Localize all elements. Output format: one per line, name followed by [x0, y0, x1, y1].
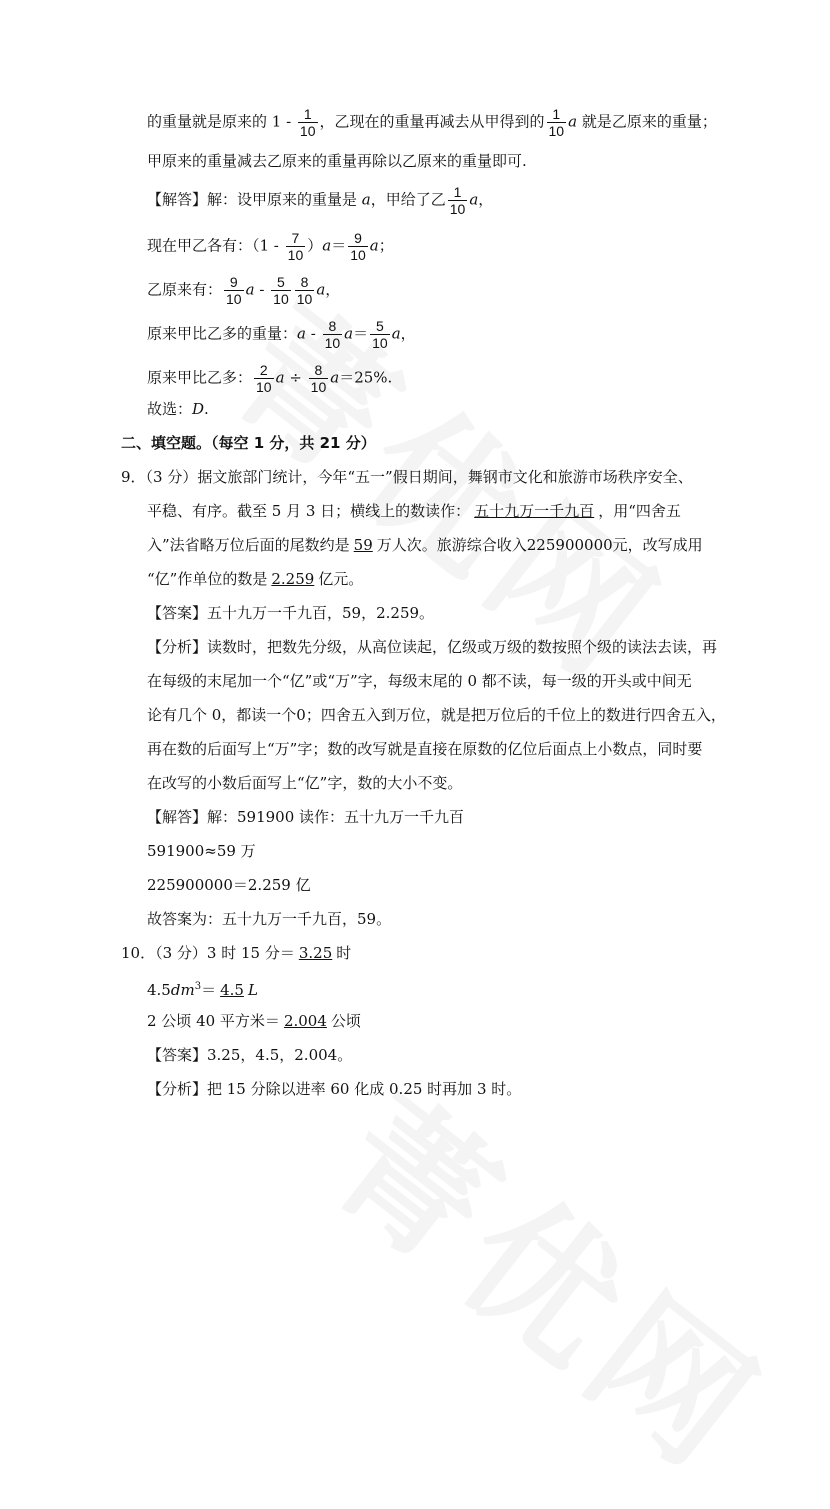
solution-line-3: 乙原来有： $\frac{9}{10}$ a - $\frac{5}{10}$ $\frac{8}{10}$ a，	[147, 274, 341, 307]
q9-answer: 【答案】五十九万一千九百，59，2.259。	[147, 604, 435, 622]
section-heading: 二、填空题。（每空 1 分，共 21 分）	[121, 434, 376, 452]
q10-line-1: 10．（3 分）3 时 15 分＝ 3.25 时	[121, 944, 352, 962]
answer-blank: 4.5	[220, 981, 244, 999]
answer-blank: 3.25	[298, 944, 333, 962]
q9-solution-3: 225900000＝2.259 亿	[147, 876, 311, 894]
fraction: $\frac{7}{10}$	[287, 230, 304, 263]
answer-blank: 2.004	[283, 1012, 327, 1030]
intro-line-2: 甲原来的重量减去乙原来的重量再除以乙原来的重量即可.	[147, 152, 527, 170]
q9-solution-1: 【解答】解：591900 读作：五十九万一千九百	[147, 808, 465, 826]
solution-line-6: 故选：D.	[147, 400, 209, 418]
solution-line-5: 原来甲比乙多： $\frac{2}{10}$ a ÷ $\frac{8}{10}$ a＝25%.	[147, 362, 393, 395]
fraction: $\frac{2}{10}$	[256, 362, 272, 395]
fraction: $\frac{9}{10}$	[350, 230, 366, 263]
fraction: $\frac{5}{10}$	[372, 318, 388, 351]
intro-line-1: 的重量就是原来的 1 - $\frac{1}{10}$ ，乙现在的重量再减去从甲得到的 $\frac{1}{10}$ a 就是乙原来的重量；	[147, 106, 717, 139]
q9-analysis-1: 【分析】读数时，把数先分级，从高位读起，亿级或万级的数按照个级的读法去读，再	[147, 638, 718, 656]
q9-line-3: 入”法省略万位后面的尾数约是 59 万人次。旅游综合收入225900000元，改写成用	[147, 536, 703, 554]
text: ，乙现在的重量再减去从甲得到的	[319, 112, 545, 131]
fraction: $\frac{8}{10}$	[310, 362, 327, 395]
text: 的重量就是原来的 1 -	[147, 112, 296, 131]
solution-line-1: 【解答】解：设甲原来的重量是 a，甲给了乙 $\frac{1}{10}$ a，	[147, 184, 494, 217]
q9-line-4: “亿”作单位的数是 2.259 亿元。	[147, 570, 364, 588]
q9-line-2: 平稳、有序。截至 5 月 3 日；横线上的数读作： 五十九万一千九百 ，用“四舍五	[147, 502, 681, 520]
q9-analysis-4: 再在数的后面写上“万”字；数的改写就是直接在原数的亿位后面点上小数点，同时要	[147, 740, 703, 758]
watermark-bottom	[297, 1040, 813, 1509]
solution-line-2: 现在甲乙各有：（1 - $\frac{7}{10}$ ）a＝ $\frac{9}{10}$ a；	[147, 230, 394, 263]
q10-answer: 【答案】3.25，4.5，2.004。	[147, 1046, 353, 1064]
q10-analysis: 【分析】把 15 分除以进率 60 化成 0.25 时再加 3 时。	[147, 1080, 522, 1098]
answer-blank: 2.259	[271, 570, 315, 588]
q9-analysis-2: 在每级的末尾加一个“亿”或“万”字，每级末尾的 0 都不读，每一级的开头或中间无	[147, 672, 692, 690]
fraction: $\frac{9}{10}$	[226, 274, 242, 307]
fraction: $\frac{1}{10}$	[449, 184, 466, 217]
fraction: $\frac{8}{10}$	[324, 318, 341, 351]
solution-line-4: 原来甲比乙多的重量：a - $\frac{8}{10}$ a＝ $\frac{5}{10}$ a，	[147, 318, 416, 351]
q9-solution-2: 591900≈59 万	[147, 842, 256, 860]
q10-line-2: $4.5dm^3= 4.5$ L	[147, 981, 258, 999]
fraction: $\frac{1}{10}$	[548, 106, 565, 139]
answer-blank: 五十九万一千九百	[474, 502, 595, 520]
q9-line-1: 9．（3 分）据文旅部门统计，今年“五一”假日期间，舞钢市文化和旅游市场秩序安全、	[121, 468, 693, 486]
fraction: $\frac{1}{10}$	[299, 106, 316, 139]
q9-solution-4: 故答案为：五十九万一千九百，59。	[147, 910, 392, 928]
fraction: $\frac{8}{10}$	[296, 274, 313, 307]
q10-line-3: 2 公顷 40 平方米＝ 2.004 公顷	[147, 1012, 361, 1030]
q9-analysis-3: 论有几个 0，都读一个0；四舍五入到万位，就是把万位后的千位上的数进行四舍五入，	[147, 706, 726, 724]
fraction: $\frac{5}{10}$	[273, 274, 289, 307]
answer-blank: 59	[353, 536, 373, 554]
q9-analysis-5: 在改写的小数后面写上“亿”字，数的大小不变。	[147, 774, 463, 792]
